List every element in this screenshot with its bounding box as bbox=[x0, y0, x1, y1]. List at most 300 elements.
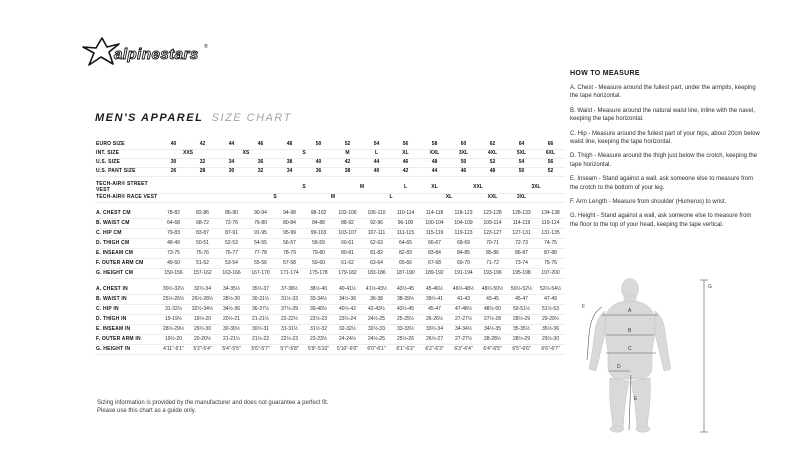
size-cell: 157-162 bbox=[188, 269, 217, 279]
size-table-row bbox=[95, 167, 565, 176]
size-cell: 26-26½ bbox=[420, 315, 449, 325]
row-label: EURO SIZE bbox=[95, 140, 159, 149]
size-cell: 3XL bbox=[507, 182, 565, 194]
size-cell: 78-82 bbox=[159, 209, 188, 219]
size-cell: 26½-27 bbox=[420, 335, 449, 345]
size-cell: 50 bbox=[449, 158, 478, 167]
howto-item: F. Arm Length - Measure from shoulder (Humerus) to wrist. bbox=[570, 198, 727, 205]
size-cell: 22½-23 bbox=[304, 315, 333, 325]
size-cell: 109-114 bbox=[478, 219, 507, 229]
size-cell: 52-53 bbox=[217, 239, 246, 249]
size-cell: 30½-31 bbox=[246, 325, 275, 335]
size-cell: 48 bbox=[275, 140, 304, 149]
size-cell: 87-91 bbox=[217, 229, 246, 239]
row-label: U.S. SIZE bbox=[95, 158, 159, 167]
figure-label-hip: C bbox=[628, 346, 632, 352]
size-cell: 104-109 bbox=[449, 219, 478, 229]
size-cell: 5'4"-5'5" bbox=[217, 345, 246, 355]
size-cell: 21-21½ bbox=[246, 315, 275, 325]
size-cell: 163-166 bbox=[217, 269, 246, 279]
size-cell: 38 bbox=[275, 158, 304, 167]
size-cell: 53-54 bbox=[217, 259, 246, 269]
size-cell: 29½-30 bbox=[536, 335, 565, 345]
figure-label-waist: B bbox=[628, 328, 632, 334]
size-cell: 49-50 bbox=[159, 259, 188, 269]
size-cell: 72-76 bbox=[217, 219, 246, 229]
size-cell: 30 bbox=[217, 167, 246, 176]
size-cell: 25½-26 bbox=[391, 335, 420, 345]
size-cell: 48 bbox=[478, 167, 507, 176]
size-cell: 40 bbox=[159, 140, 188, 149]
page-title-main: MEN'S APPAREL bbox=[95, 112, 204, 124]
size-cell: 19½-20 bbox=[188, 315, 217, 325]
size-cell: 32½-34½ bbox=[188, 305, 217, 315]
size-cell: 83-87 bbox=[188, 229, 217, 239]
size-table-row bbox=[95, 219, 565, 229]
size-cell: 38½-40 bbox=[304, 285, 333, 295]
size-table-row bbox=[95, 259, 565, 269]
size-cell: 85-86 bbox=[478, 249, 507, 259]
howto-items bbox=[570, 84, 760, 229]
size-cell: 22-22½ bbox=[275, 315, 304, 325]
size-cell: S bbox=[275, 149, 333, 158]
size-cell: 110-114 bbox=[391, 209, 420, 219]
size-cell: 84-85 bbox=[449, 249, 478, 259]
size-cell: 51½-53 bbox=[536, 305, 565, 315]
body-silhouette-icon bbox=[572, 278, 720, 436]
size-cell: 46 bbox=[449, 167, 478, 176]
size-cell: 56-57 bbox=[275, 239, 304, 249]
size-cell: 31½-32 bbox=[304, 325, 333, 335]
row-label: D. THIGH CM bbox=[95, 239, 159, 249]
size-table-container bbox=[95, 140, 565, 355]
size-cell: 56 bbox=[536, 158, 565, 167]
size-cell: 34½-36 bbox=[217, 305, 246, 315]
size-cell: 41-43 bbox=[449, 295, 478, 305]
size-cell: 34-35½ bbox=[217, 285, 246, 295]
size-table-body bbox=[95, 140, 565, 355]
size-cell: 197-200 bbox=[536, 269, 565, 279]
size-cell: 6'3"-6'4" bbox=[449, 345, 478, 355]
figure-label-height: G bbox=[708, 284, 712, 290]
size-table-row bbox=[95, 149, 565, 158]
size-cell: 37-38½ bbox=[275, 285, 304, 295]
size-cell: 5'6"-5'7" bbox=[246, 345, 275, 355]
size-cell: 6'5"-6'6" bbox=[507, 345, 536, 355]
size-cell: 70-71 bbox=[478, 239, 507, 249]
size-cell: 167-170 bbox=[246, 269, 275, 279]
size-cell: XL bbox=[391, 149, 420, 158]
size-cell: 191-194 bbox=[449, 269, 478, 279]
size-cell: 81-82 bbox=[362, 249, 391, 259]
size-cell: 43½-45 bbox=[391, 285, 420, 295]
size-cell: 66-67 bbox=[420, 239, 449, 249]
size-cell: 38 bbox=[333, 167, 362, 176]
size-cell: 34-34½ bbox=[449, 325, 478, 335]
size-cell: 50 bbox=[304, 140, 333, 149]
size-cell: 175-178 bbox=[304, 269, 333, 279]
size-cell: 48 bbox=[420, 158, 449, 167]
size-cell: 50½-52½ bbox=[507, 285, 536, 295]
size-cell: 39½-41 bbox=[420, 295, 449, 305]
page-title-sub: SIZE CHART bbox=[211, 112, 292, 124]
size-cell: XXL bbox=[420, 149, 449, 158]
size-cell: 47-48½ bbox=[449, 305, 478, 315]
size-cell: 83-84 bbox=[420, 249, 449, 259]
how-to-measure-panel bbox=[570, 70, 760, 235]
row-label: TECH-AIR® STREET VEST bbox=[95, 182, 159, 194]
size-cell: 21-21½ bbox=[217, 335, 246, 345]
size-cell: 25½-26½ bbox=[159, 295, 188, 305]
size-cell: 134-138 bbox=[536, 209, 565, 219]
size-cell: 80-84 bbox=[275, 219, 304, 229]
size-cell: 60-61 bbox=[333, 239, 362, 249]
size-table-row bbox=[95, 140, 565, 149]
row-label: C. HIP CM bbox=[95, 229, 159, 239]
size-cell: 27-27½ bbox=[449, 335, 478, 345]
size-cell: 32 bbox=[246, 167, 275, 176]
size-cell: 32½-34 bbox=[188, 285, 217, 295]
row-label: A. CHEST CM bbox=[95, 209, 159, 219]
size-cell: 40½-42 bbox=[333, 305, 362, 315]
size-cell: 58-59 bbox=[304, 239, 333, 249]
size-cell: 52 bbox=[536, 167, 565, 176]
size-cell: 61-62 bbox=[333, 259, 362, 269]
size-cell: 28 bbox=[188, 167, 217, 176]
size-cell: 102-106 bbox=[333, 209, 362, 219]
size-cell: 32 bbox=[188, 158, 217, 167]
size-cell: M bbox=[333, 182, 391, 194]
size-cell: 62 bbox=[478, 140, 507, 149]
size-cell: 51-52 bbox=[188, 259, 217, 269]
size-cell: 189-192 bbox=[420, 269, 449, 279]
size-cell: XL bbox=[420, 194, 478, 203]
size-cell: 96-100 bbox=[391, 219, 420, 229]
size-cell: 76-77 bbox=[217, 249, 246, 259]
size-cell: 106-110 bbox=[362, 209, 391, 219]
size-cell: 42 bbox=[391, 167, 420, 176]
size-cell: 40 bbox=[304, 158, 333, 167]
size-cell: 21½-22 bbox=[246, 335, 275, 345]
size-cell: 52 bbox=[478, 158, 507, 167]
size-cell: 3XL bbox=[449, 149, 478, 158]
size-cell: 27½-28 bbox=[478, 315, 507, 325]
size-cell: 98-102 bbox=[304, 209, 333, 219]
size-cell: 45-46½ bbox=[420, 285, 449, 295]
size-cell: 23-23½ bbox=[304, 335, 333, 345]
size-cell: 56 bbox=[391, 140, 420, 149]
size-cell: 4'11"-5'1" bbox=[159, 345, 188, 355]
size-cell: XXL bbox=[449, 182, 507, 194]
size-cell: 123-127 bbox=[478, 229, 507, 239]
size-table-row bbox=[95, 315, 565, 325]
row-label: B. WAIST IN bbox=[95, 295, 159, 305]
size-cell: 48-49 bbox=[159, 239, 188, 249]
alpinestars-logo-icon bbox=[80, 34, 215, 72]
size-cell: 40 bbox=[362, 167, 391, 176]
size-cell: XXS bbox=[159, 149, 217, 158]
size-cell: 6'6"-6'7" bbox=[536, 345, 565, 355]
size-cell: 35½-36 bbox=[536, 325, 565, 335]
footer-disclaimer bbox=[97, 399, 328, 415]
size-cell: 50-51½ bbox=[507, 305, 536, 315]
size-cell: 5'7"-5'8" bbox=[275, 345, 304, 355]
size-cell: 72-73 bbox=[507, 239, 536, 249]
row-label: F. OUTER ARM CM bbox=[95, 259, 159, 269]
size-cell: 80-81 bbox=[333, 249, 362, 259]
size-cell: 31½-33 bbox=[275, 295, 304, 305]
row-label: D. THIGH IN bbox=[95, 315, 159, 325]
size-cell: 24½-25 bbox=[362, 335, 391, 345]
size-cell: 5'9"-5'10" bbox=[304, 345, 333, 355]
size-cell: 127-131 bbox=[507, 229, 536, 239]
size-table-row bbox=[95, 239, 565, 249]
size-cell: 33½-34 bbox=[420, 325, 449, 335]
size-cell: 193-196 bbox=[478, 269, 507, 279]
size-cell: 45-47 bbox=[420, 305, 449, 315]
footer-line-1: Sizing information is provided by the manufacturer and does not guarantee a perfect fit. bbox=[97, 400, 329, 406]
size-cell: 78-79 bbox=[275, 249, 304, 259]
size-cell: 103-107 bbox=[333, 229, 362, 239]
size-cell: 23½-24 bbox=[333, 315, 362, 325]
size-cell: 68-72 bbox=[188, 219, 217, 229]
size-table-row bbox=[95, 295, 565, 305]
size-cell: 75-76 bbox=[188, 249, 217, 259]
size-cell: XXL bbox=[478, 194, 507, 203]
size-cell: 36-38 bbox=[362, 295, 391, 305]
size-cell: 73-75 bbox=[159, 249, 188, 259]
size-cell: 67-68 bbox=[420, 259, 449, 269]
size-cell: 100-104 bbox=[420, 219, 449, 229]
size-cell: 86-87 bbox=[507, 249, 536, 259]
size-cell: S bbox=[246, 194, 304, 203]
size-cell: 183-186 bbox=[362, 269, 391, 279]
size-cell: 114-118 bbox=[420, 209, 449, 219]
size-cell: 92-96 bbox=[362, 219, 391, 229]
size-cell: 35-35½ bbox=[507, 325, 536, 335]
size-table-row bbox=[95, 229, 565, 239]
size-cell: 28½-29 bbox=[507, 335, 536, 345]
size-table-row bbox=[95, 335, 565, 345]
size-cell: 64 bbox=[507, 140, 536, 149]
size-cell: 42 bbox=[188, 140, 217, 149]
size-cell: 31-31½ bbox=[275, 325, 304, 335]
size-cell: L bbox=[391, 182, 420, 194]
size-cell: 20-20½ bbox=[188, 335, 217, 345]
size-cell: 20½-21 bbox=[217, 315, 246, 325]
size-cell: 22½-23 bbox=[275, 335, 304, 345]
size-cell: 57-58 bbox=[275, 259, 304, 269]
size-cell: 35½-37 bbox=[246, 285, 275, 295]
size-cell: 29½-30 bbox=[188, 325, 217, 335]
howto-item: D. Thigh - Measure around the thigh just below the crotch, keeping the tape horizontal. bbox=[570, 153, 757, 168]
size-cell: 44 bbox=[420, 167, 449, 176]
size-cell: 26 bbox=[159, 167, 188, 176]
size-cell: 71-72 bbox=[478, 259, 507, 269]
size-cell: 77-78 bbox=[246, 249, 275, 259]
size-cell: 55-56 bbox=[246, 259, 275, 269]
row-label: TECH-AIR® RACE VEST bbox=[95, 194, 159, 203]
size-cell: 187-190 bbox=[391, 269, 420, 279]
size-cell: 52 bbox=[333, 140, 362, 149]
size-cell: 19½-20 bbox=[159, 335, 188, 345]
size-cell: L bbox=[362, 149, 391, 158]
size-cell: 48½-50½ bbox=[478, 285, 507, 295]
row-label: U.S. PANT SIZE bbox=[95, 167, 159, 176]
size-cell: 171-174 bbox=[275, 269, 304, 279]
howto-item: E. Inseam - Stand against a wall, ask someone else to measure from the crotch to the bottom of your leg. bbox=[570, 176, 754, 191]
size-cell: 6XL bbox=[536, 149, 565, 158]
size-cell: 36-37½ bbox=[246, 305, 275, 315]
size-cell: 5'10"-6'0" bbox=[333, 345, 362, 355]
size-cell: 28½-29½ bbox=[159, 325, 188, 335]
howto-item: B. Waist - Measure around the natural waist line, inline with the navel, keeping the tape horizontal. bbox=[570, 107, 755, 123]
size-cell: 26½-28½ bbox=[188, 295, 217, 305]
size-cell: M bbox=[304, 194, 362, 203]
size-cell: 86-90 bbox=[217, 209, 246, 219]
size-cell: 5XL bbox=[507, 149, 536, 158]
size-table-row bbox=[95, 325, 565, 335]
size-cell: 38-39½ bbox=[391, 295, 420, 305]
size-cell: 119-123 bbox=[449, 229, 478, 239]
size-cell: 75-76 bbox=[536, 259, 565, 269]
row-label: E. INSEAM CM bbox=[95, 249, 159, 259]
size-table-row bbox=[95, 269, 565, 279]
size-cell: 79-80 bbox=[304, 249, 333, 259]
size-cell: M bbox=[333, 149, 362, 158]
row-label: B. WAIST CM bbox=[95, 219, 159, 229]
size-cell: 76-80 bbox=[246, 219, 275, 229]
row-label: A. CHEST IN bbox=[95, 285, 159, 295]
size-cell: 99-103 bbox=[304, 229, 333, 239]
size-cell: 28-28½ bbox=[478, 335, 507, 345]
size-cell: S bbox=[275, 182, 333, 194]
size-cell bbox=[159, 182, 275, 194]
size-cell: 94-98 bbox=[275, 209, 304, 219]
size-cell: 74-75 bbox=[536, 239, 565, 249]
size-cell: 42-43½ bbox=[362, 305, 391, 315]
size-cell: 28½-29 bbox=[507, 315, 536, 325]
size-cell: 50-51 bbox=[188, 239, 217, 249]
size-cell: 25-25½ bbox=[391, 315, 420, 325]
howto-item: A. Chest - Measure around the fullest part, under the armpits, keeping the tape horizontal. bbox=[570, 85, 756, 100]
size-cell: 31-32½ bbox=[159, 305, 188, 315]
size-cell: 24½-25 bbox=[362, 315, 391, 325]
figure-label-arm: F bbox=[582, 304, 586, 310]
size-table-row bbox=[95, 158, 565, 167]
size-cell: 114-119 bbox=[507, 219, 536, 229]
size-cell: 6'1"-6'2" bbox=[391, 345, 420, 355]
size-cell: 52½-54½ bbox=[536, 285, 565, 295]
size-cell: 88-92 bbox=[333, 219, 362, 229]
size-cell: 79-83 bbox=[159, 229, 188, 239]
size-cell: 28½-30 bbox=[217, 295, 246, 305]
size-cell: XL bbox=[420, 182, 449, 194]
size-cell: 195-198 bbox=[507, 269, 536, 279]
logo-registered-mark: ® bbox=[204, 44, 208, 50]
size-cell: 95-99 bbox=[275, 229, 304, 239]
size-cell: 33-34½ bbox=[304, 295, 333, 305]
size-cell: 3XL bbox=[507, 194, 536, 203]
size-table bbox=[95, 140, 565, 355]
size-cell: XS bbox=[217, 149, 275, 158]
size-cell: 4XL bbox=[478, 149, 507, 158]
size-cell: 30½-32½ bbox=[159, 285, 188, 295]
size-cell: 118-123 bbox=[449, 209, 478, 219]
size-cell: 40-41½ bbox=[333, 285, 362, 295]
size-cell: 36 bbox=[246, 158, 275, 167]
size-cell: 43-45 bbox=[478, 295, 507, 305]
size-cell: 45-47 bbox=[507, 295, 536, 305]
figure-label-chest: A bbox=[628, 308, 632, 314]
size-cell: 69-70 bbox=[449, 259, 478, 269]
howto-item: G. Height - Stand against a wall, ask someone else to measure from the floor to the top of your head, keeping the tape vertical. bbox=[570, 213, 752, 228]
size-cell: 119-124 bbox=[536, 219, 565, 229]
size-table-row bbox=[95, 249, 565, 259]
size-cell: 150-156 bbox=[159, 269, 188, 279]
size-cell: 111-115 bbox=[391, 229, 420, 239]
size-cell: 37½-39 bbox=[275, 305, 304, 315]
size-cell: 179-182 bbox=[333, 269, 362, 279]
size-cell: 30 bbox=[159, 158, 188, 167]
size-cell: 82-83 bbox=[391, 249, 420, 259]
size-table-row bbox=[95, 182, 565, 194]
size-cell: 39-40½ bbox=[304, 305, 333, 315]
size-cell: 29-29½ bbox=[536, 315, 565, 325]
size-cell: 54-55 bbox=[246, 239, 275, 249]
size-cell: 34 bbox=[217, 158, 246, 167]
size-cell: 47-49 bbox=[536, 295, 565, 305]
size-cell: 46 bbox=[391, 158, 420, 167]
size-cell: 64-65 bbox=[391, 239, 420, 249]
size-cell: 58 bbox=[420, 140, 449, 149]
row-label: G. HEIGHT CM bbox=[95, 269, 159, 279]
size-cell: 30-31½ bbox=[246, 295, 275, 305]
figure-label-thigh: D bbox=[617, 364, 621, 370]
size-cell: 42 bbox=[333, 158, 362, 167]
size-table-row bbox=[95, 285, 565, 295]
size-cell: 27-27½ bbox=[449, 315, 478, 325]
size-cell: 34½-35 bbox=[478, 325, 507, 335]
logo-brand-text: alpinestars bbox=[114, 46, 199, 63]
size-cell: 44 bbox=[362, 158, 391, 167]
size-cell: 41½-43½ bbox=[362, 285, 391, 295]
size-cell: 87-88 bbox=[536, 249, 565, 259]
row-label: F. OUTER ARM IN bbox=[95, 335, 159, 345]
footer-line-2: Please use this chart as a guide only. bbox=[97, 408, 196, 415]
size-cell: 54 bbox=[362, 140, 391, 149]
size-cell: 46½-48½ bbox=[449, 285, 478, 295]
row-label: E. INSEAM IN bbox=[95, 325, 159, 335]
size-cell: 19-19½ bbox=[159, 315, 188, 325]
howto-item: C. Hip - Measure around the fullest part of your hips, about 20cm below waist line, keeping the tape horizontal. bbox=[570, 130, 760, 145]
size-cell: 131-135 bbox=[536, 229, 565, 239]
size-cell: 30-30½ bbox=[217, 325, 246, 335]
size-cell: 73-74 bbox=[507, 259, 536, 269]
size-table-row bbox=[95, 209, 565, 219]
how-to-measure-heading: HOW TO MEASURE bbox=[570, 70, 640, 77]
size-cell: 33-33½ bbox=[391, 325, 420, 335]
size-cell: 107-111 bbox=[362, 229, 391, 239]
size-cell bbox=[159, 194, 246, 203]
size-cell: 6'4"-6'5" bbox=[478, 345, 507, 355]
row-label: C. HIP IN bbox=[95, 305, 159, 315]
size-cell: 65-66 bbox=[391, 259, 420, 269]
size-cell: 24-24½ bbox=[333, 335, 362, 345]
size-cell: 59-60 bbox=[304, 259, 333, 269]
size-table-row bbox=[95, 305, 565, 315]
size-cell: 62-63 bbox=[362, 239, 391, 249]
